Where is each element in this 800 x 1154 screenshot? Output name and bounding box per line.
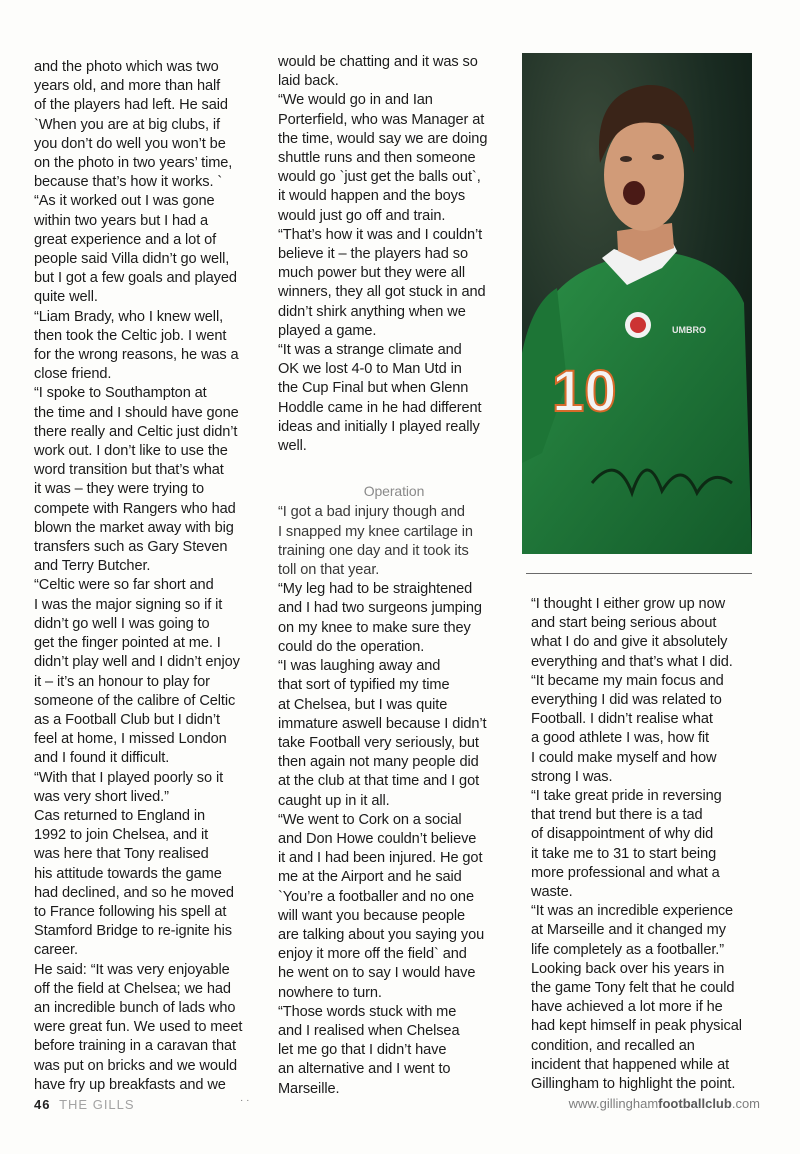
paragraph: “I spoke to Southampton at the time and I should have gone there really and Celtic just didn’t work out. I don’t like to use the word transition but that’s what it was – they were trying to compete with Rangers who had blown the market away with big transfers such as Gary Steven and Terry Butcher.	[34, 385, 239, 575]
magazine-name: THE GILLS	[59, 1097, 135, 1112]
divider-line	[526, 573, 752, 574]
page-number: 46	[34, 1097, 51, 1112]
page-footer-left	[34, 1097, 135, 1112]
player-photo-illustration	[522, 53, 752, 554]
paragraph: “I take great pride in reversing that trend but there is a tad of disappointment of why did it take me to 31 to start being more professional and what a waste.	[531, 788, 722, 901]
paragraph: “Liam Brady, who I knew well, then took the Celtic job. I went for the wrong reasons, he was a close friend.	[34, 308, 239, 383]
paragraph: “It was a strange climate and OK we lost 4-0 to Man Utd in the Cup Final but when Glenn Hoddle came in he had different ideas and initially I played really well.	[278, 342, 482, 455]
article-column-3	[531, 595, 759, 1094]
paragraph: He said: “It was very enjoyable off the field at Chelsea; we had an incredible bunch of lads who were great fun. We used to meet before training in a caravan that was put on bricks and we would have fry up breakfasts and we	[34, 961, 243, 1093]
paragraph: would be chatting and it was so laid back.	[278, 54, 478, 90]
paragraph: “I was laughing away and that sort of typified my time at Chelsea, but I was quite immature aswell because I didn’t take Football very seriously, but then again not many people did at the club at that time and I got caught up in it all.	[278, 658, 487, 809]
section-subheading: Operation	[363, 483, 425, 500]
url-suffix: .com	[731, 1096, 760, 1111]
url-prefix: www.gillingham	[568, 1096, 659, 1111]
website-url	[569, 1096, 760, 1111]
paragraph: “With that I played poorly so it was very short lived.”	[34, 769, 224, 805]
paragraph: “I got a bad injury though and I snapped my knee cartilage in training one day and it took its toll on that year.	[278, 504, 473, 579]
paragraph: “It became my main focus and everything I did was related to Football. I didn’t realise what a good athlete I was, how fit I could make myself and how strong I was.	[531, 672, 724, 785]
paragraph: “Those words stuck with me and I realised when Chelsea let me go that I didn’t have an alternative and I went to Marseille.	[278, 1003, 460, 1097]
paragraph: and the photo which was two years old, and more than half of the players had left. He said `When you are at big clubs, if you don’t do well you won’t be on the photo in two years’ time, because that’s how it works. `	[34, 59, 233, 191]
paragraph: “Celtic were so far short and I was the major signing so if it didn’t go well I was going to get the finger pointed at me. I didn’t play well and I didn’t enjoy it – it’s an honour to play for someone of the calibre of Celtic as a Football Club but I didn’t feel at home, I missed London and I found it difficult.	[34, 577, 240, 767]
paragraph: “We went to Cork on a social and Don Howe couldn’t believe it and I had been injured. He got me at the Airport and he said `You’re a footballer and no one will want you because people are talking about you saying you enjoy it more off the field` and he went on to say I would have nowhere to turn.	[278, 811, 485, 1001]
article-column-1	[34, 58, 262, 1095]
paragraph: Cas returned to England in 1992 to join Chelsea, and it was here that Tony realised his attitude towards the game had declined, and so he moved to France following his spell at Stamford Bridge to re-ignite his career.	[34, 807, 234, 959]
svg-text:UMBRO: UMBRO	[672, 325, 706, 335]
paragraph: “We would go in and Ian Porterfield, who was Manager at the time, would say we are doing shuttle runs and then someone would go `just get the balls out`, it would happen and the boys would just go off and train.	[278, 92, 488, 224]
player-photo	[522, 53, 752, 554]
paragraph: “I thought I either grow up now and start being serious about what I do and give it absolutely everything and that’s what I did.	[531, 596, 733, 670]
paragraph: “It was an incredible experience at Marseille and it changed my life completely as a footballer.” Looking back over his years in the game Tony felt that he could have achieved a lot more if he had kept himself in peak physical condition, and recalled an incident that happened while at Gillingham to highlight the point.	[531, 903, 742, 1093]
scan-artifact: · ·	[240, 1095, 250, 1106]
paragraph: “My leg had to be straightened and I had two surgeons jumping on my knee to make sure they could do the operation.	[278, 581, 482, 655]
url-bold: footballclub	[658, 1096, 732, 1111]
paragraph: “As it worked out I was gone within two years but I had a great experience and a lot of people said Villa didn’t go well, but I got a few goals and played quite well.	[34, 193, 237, 306]
article-column-2	[278, 53, 510, 1099]
shirt-number: 10	[552, 359, 617, 424]
paragraph: “That’s how it was and I couldn’t believe it – the players had so much power but they were all winners, they all got stuck in and didn’t shirk anything when we played a game.	[278, 226, 486, 339]
